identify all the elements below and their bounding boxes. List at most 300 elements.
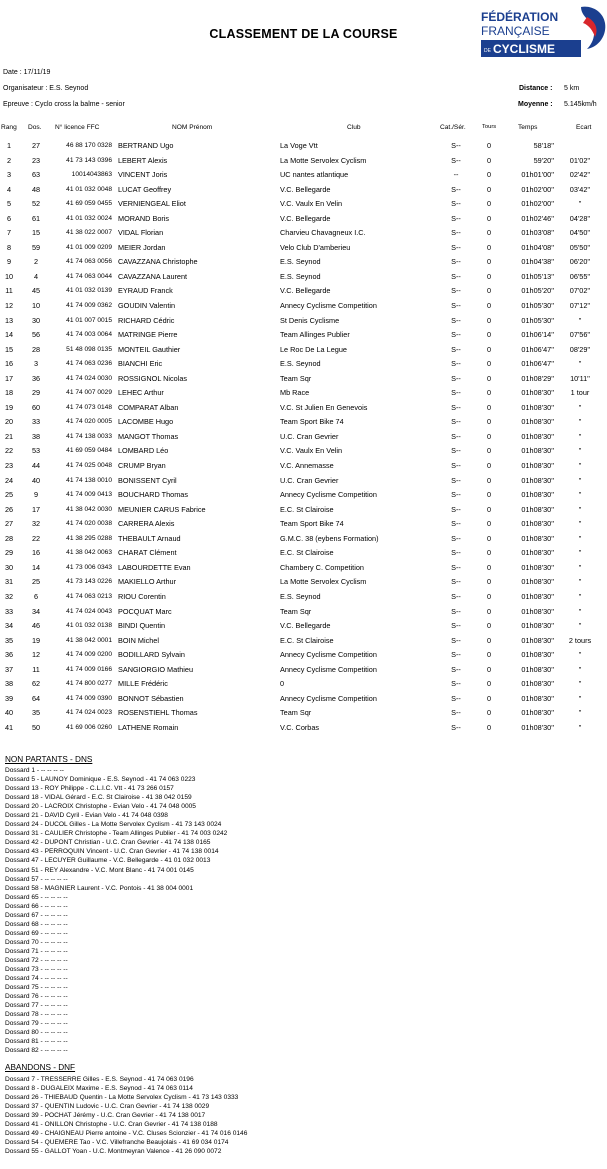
cell-rider-name: LUCAT Geoffrey <box>118 184 172 194</box>
cell-bib: 2 <box>33 257 39 267</box>
cell-time: 01h04'08'' <box>521 242 554 252</box>
cell-club: La Motte Servolex Cyclism <box>280 577 367 587</box>
cell-category: S-- <box>451 359 461 369</box>
cell-category: S-- <box>451 635 461 645</box>
cell-rider-name: MANGOT Thomas <box>118 431 179 441</box>
results-table <box>0 141 607 737</box>
table-row <box>0 621 607 636</box>
cell-licence: 41 01 009 0209 <box>66 243 112 251</box>
table-row <box>0 374 607 389</box>
cell-bib: 44 <box>31 461 41 471</box>
cell-club: E.S. Seynod <box>280 271 321 281</box>
cell-licence: 41 74 024 0030 <box>66 374 112 382</box>
cell-rank: 18 <box>4 388 14 398</box>
list-item: Dossard 42 - DUPONT Christian - U.C. Cran Gevrier - 41 74 138 0165 <box>5 839 211 847</box>
cell-gap: '' <box>578 621 582 631</box>
cell-rank: 25 <box>4 490 14 500</box>
cell-rider-name: LOMBARD Léo <box>118 446 169 456</box>
cell-licence: 10014043863 <box>71 171 112 179</box>
cell-licence: 41 69 059 0484 <box>66 447 112 455</box>
cell-category: S-- <box>451 271 461 281</box>
table-row <box>0 403 607 418</box>
cell-rank: 23 <box>4 461 14 471</box>
cell-licence: 41 38 042 0001 <box>66 636 112 644</box>
cell-licence: 41 74 009 0390 <box>66 694 112 702</box>
cell-time: 01h03'08'' <box>521 228 554 238</box>
cell-rank: 13 <box>4 315 14 325</box>
cell-gap: '' <box>578 359 582 369</box>
cell-rider-name: VERNIENGEAL Eliot <box>118 199 186 209</box>
dnf-list <box>5 1075 247 1156</box>
cell-laps: 0 <box>486 577 492 587</box>
table-row <box>0 592 607 607</box>
col-licence: N° licence FFC <box>55 124 100 131</box>
cell-time: 01h08'30'' <box>521 708 554 718</box>
cell-laps: 0 <box>486 621 492 631</box>
cell-club: Annecy Cyclisme Competition <box>280 664 377 674</box>
cell-bib: 32 <box>31 519 41 529</box>
cell-time: 01h08'30'' <box>521 562 554 572</box>
table-row <box>0 432 607 447</box>
cell-category: S-- <box>451 228 461 238</box>
cell-rider-name: RIOU Corentin <box>118 591 166 601</box>
list-item: Dossard 68 - -- -- -- -- <box>5 920 68 928</box>
cell-club: La Voge Vtt <box>280 141 318 150</box>
race-event: Epreuve : Cyclo cross la balme - senior <box>3 101 125 108</box>
cell-category: S-- <box>451 373 461 383</box>
col-bib: Dos. <box>28 124 42 131</box>
cell-club: La Motte Servolex Cyclism <box>280 155 367 165</box>
cell-rider-name: ROSSIGNOL Nicolas <box>118 373 188 383</box>
cell-rider-name: CRUMP Bryan <box>118 461 166 471</box>
list-item: Dossard 79 - -- -- -- -- <box>5 1020 68 1028</box>
cell-category: S-- <box>451 562 461 572</box>
cell-category: S-- <box>451 693 461 703</box>
cell-bib: 29 <box>31 388 41 398</box>
list-item: Dossard 75 - -- -- -- -- <box>5 984 68 992</box>
cell-licence: 41 01 032 0048 <box>66 185 112 193</box>
cell-club: U.C. Cran Gevrier <box>280 475 339 485</box>
cell-gap: '' <box>578 402 582 412</box>
cell-laps: 0 <box>486 693 492 703</box>
cell-gap: 04'50'' <box>569 228 591 238</box>
cell-category: S-- <box>451 548 461 558</box>
col-club: Club <box>347 124 361 131</box>
cell-licence: 41 38 042 0030 <box>66 505 112 513</box>
cell-gap: '' <box>578 461 582 471</box>
cell-bib: 23 <box>31 155 41 165</box>
cell-gap: '' <box>578 315 582 325</box>
cell-bib: 11 <box>32 664 40 674</box>
cell-bib: 25 <box>31 577 41 587</box>
cell-laps: 0 <box>486 170 492 180</box>
cell-club: Annecy Cyclisme Competition <box>280 301 377 311</box>
list-item: Dossard 1 - -- -- -- -- <box>5 767 64 774</box>
cell-laps: 0 <box>486 664 492 674</box>
table-row <box>0 607 607 622</box>
cell-category: S-- <box>451 650 461 660</box>
cell-time: 01h02'00'' <box>521 184 554 194</box>
cell-category: S-- <box>451 155 461 165</box>
cell-laps: 0 <box>486 533 492 543</box>
cell-gap: 01'02'' <box>569 155 591 165</box>
cell-licence: 41 74 025 0048 <box>66 462 112 470</box>
cell-category: S-- <box>451 664 461 674</box>
cell-laps: 0 <box>486 373 492 383</box>
cell-gap: '' <box>578 490 582 500</box>
cell-club: E.C. St Clairoise <box>280 635 334 645</box>
cell-club: Team Sqr <box>280 708 312 718</box>
cell-rider-name: VIDAL Florian <box>118 228 164 238</box>
cell-licence: 41 74 800 0277 <box>66 680 112 688</box>
cell-bib: 62 <box>31 679 41 689</box>
list-item: Dossard 47 - LECUYER Guillaume - V.C. Bellegarde - 41 01 032 0013 <box>5 857 211 865</box>
list-item: Dossard 74 - -- -- -- -- <box>5 975 68 983</box>
table-row <box>0 723 607 738</box>
cell-rank: 36 <box>4 650 14 660</box>
table-row <box>0 228 607 243</box>
list-item: Dossard 26 - THIEBAUD Quentin - La Motte Servolex Cyclism - 41 73 143 0333 <box>5 1094 239 1102</box>
cell-time: 01h08'30'' <box>521 635 554 645</box>
cell-category: S-- <box>451 621 461 631</box>
cell-laps: 0 <box>486 650 492 660</box>
cell-laps: 0 <box>486 591 492 601</box>
cell-gap: 04'28'' <box>569 213 591 223</box>
cell-licence: 51 48 098 0135 <box>66 345 112 353</box>
list-item: Dossard 43 - PERROQUIN Vincent - U.C. Cran Gevrier - 41 74 138 0014 <box>5 848 219 856</box>
table-row <box>0 665 607 680</box>
cell-gap: '' <box>578 708 582 718</box>
cell-rider-name: MORAND Boris <box>118 213 170 223</box>
cell-club: Le Roc De La Legue <box>280 344 347 354</box>
cell-time: 01h05'30'' <box>521 315 554 325</box>
list-item: Dossard 71 - -- -- -- -- <box>5 947 68 955</box>
list-item: Dossard 8 - DUGALEIX Maxime - E.S. Seynod - 41 74 063 0114 <box>5 1085 193 1093</box>
cell-licence: 41 74 009 0362 <box>66 302 112 310</box>
cell-time: 01h08'29'' <box>521 373 554 383</box>
cell-bib: 22 <box>31 533 41 543</box>
cell-laps: 0 <box>486 402 492 412</box>
cell-category: S-- <box>451 708 461 718</box>
cell-bib: 56 <box>31 330 41 340</box>
cell-rank: 29 <box>4 548 14 558</box>
cell-gap: '' <box>578 504 582 514</box>
cell-gap: '' <box>578 693 582 703</box>
cell-licence: 41 38 022 0007 <box>66 229 112 237</box>
table-row <box>0 330 607 345</box>
cell-rank: 6 <box>6 213 12 223</box>
cell-bib: 19 <box>31 635 41 645</box>
cell-category: S-- <box>451 577 461 587</box>
cell-rider-name: GOUDIN Valentin <box>118 301 176 311</box>
cell-time: 01h08'30'' <box>521 664 554 674</box>
cell-rider-name: RICHARD Cédric <box>118 315 175 325</box>
cell-category: S-- <box>451 402 461 412</box>
cell-time: 01h08'30'' <box>521 548 554 558</box>
cell-time: 01h08'30'' <box>521 693 554 703</box>
cell-club: V.C. Corbas <box>280 722 320 732</box>
table-row <box>0 170 607 185</box>
cell-club: Team Sqr <box>280 373 312 383</box>
list-item: Dossard 41 - ONILLON Christophe - U.C. Cran Gevrier - 41 74 138 0188 <box>5 1121 218 1129</box>
cell-gap: 10'11'' <box>570 373 590 383</box>
cell-laps: 0 <box>486 708 492 718</box>
cell-gap: 02'42'' <box>569 170 591 180</box>
table-row <box>0 301 607 316</box>
cell-rank: 24 <box>4 475 14 485</box>
cell-laps: 0 <box>486 242 492 252</box>
cell-laps: 0 <box>486 359 492 369</box>
cell-rank: 2 <box>6 155 12 165</box>
cell-gap: '' <box>578 548 582 558</box>
cell-bib: 48 <box>31 184 41 194</box>
logo-de: DE <box>484 48 491 54</box>
list-item: Dossard 55 - GALLOT Yoan - U.C. Montmeyran Valence - 41 26 090 0072 <box>5 1148 222 1156</box>
cell-gap: '' <box>578 475 582 485</box>
cell-rank: 9 <box>6 257 12 267</box>
cell-licence: 41 74 003 0064 <box>66 331 112 339</box>
logo-line1: FÉDÉRATION <box>481 10 559 24</box>
cell-club: V.C. Bellegarde <box>280 621 331 631</box>
average-label: Moyenne : <box>518 101 553 108</box>
table-row <box>0 519 607 534</box>
cell-rank: 32 <box>4 591 14 601</box>
cell-laps: 0 <box>486 141 492 150</box>
cell-time: 01h08'30'' <box>521 431 554 441</box>
cell-rank: 26 <box>4 504 14 514</box>
table-row <box>0 461 607 476</box>
cell-rider-name: BOUCHARD Thomas <box>118 490 189 500</box>
cell-laps: 0 <box>486 257 492 267</box>
cell-gap: '' <box>578 679 582 689</box>
cell-gap: '' <box>578 562 582 572</box>
cell-rider-name: LEBERT Alexis <box>118 155 168 165</box>
cell-laps: 0 <box>486 286 492 296</box>
dns-title: NON PARTANTS - DNS <box>5 755 93 764</box>
cell-licence: 41 38 042 0063 <box>66 549 112 557</box>
cell-time: 01h05'30'' <box>521 301 554 311</box>
cell-rider-name: MONTEIL Gauthier <box>118 344 181 354</box>
cell-time: 01h08'30'' <box>521 461 554 471</box>
table-row <box>0 141 607 156</box>
cell-gap: 07'12'' <box>569 301 591 311</box>
cell-rank: 16 <box>4 359 14 369</box>
cell-bib: 17 <box>31 504 41 514</box>
cell-laps: 0 <box>486 635 492 645</box>
cell-rank: 41 <box>4 722 14 732</box>
cell-gap: 03'42'' <box>569 184 591 194</box>
cell-bib: 36 <box>31 373 41 383</box>
cell-club: Annecy Cyclisme Competition <box>280 650 377 660</box>
list-item: Dossard 76 - -- -- -- -- <box>5 993 68 1001</box>
cell-gap: '' <box>578 606 582 616</box>
cell-laps: 0 <box>486 388 492 398</box>
cell-time: 01h08'30'' <box>521 577 554 587</box>
cell-laps: 0 <box>486 301 492 311</box>
cell-time: 01h08'30'' <box>521 490 554 500</box>
cell-club: Chambery C. Competition <box>280 562 364 572</box>
cell-rank: 34 <box>4 621 14 631</box>
cell-rank: 28 <box>4 533 14 543</box>
cell-time: 01h08'30'' <box>521 504 554 514</box>
cell-category: S-- <box>451 257 461 267</box>
list-item: Dossard 5 - LAUNOY Dominique - E.S. Seynod - 41 74 063 0223 <box>5 776 196 784</box>
cell-category: S-- <box>451 461 461 471</box>
cell-rank: 37 <box>4 664 14 674</box>
list-item: Dossard 31 - CAULIER Christophe - Team Allinges Publier - 41 74 003 0242 <box>5 830 228 838</box>
cell-category: S-- <box>451 591 461 601</box>
cell-laps: 0 <box>486 548 492 558</box>
cell-club: U.C. Cran Gevrier <box>280 431 339 441</box>
cell-laps: 0 <box>486 475 492 485</box>
cell-licence: 41 01 032 0139 <box>66 287 112 295</box>
table-row <box>0 359 607 374</box>
cell-licence: 41 74 063 0056 <box>66 258 112 266</box>
cell-rider-name: CARRERA Alexis <box>118 519 175 529</box>
cell-club: UC nantes atlantique <box>280 170 349 180</box>
cell-gap: '' <box>578 577 582 587</box>
table-row <box>0 156 607 171</box>
cell-licence: 41 69 059 0455 <box>66 200 112 208</box>
cell-rider-name: MILLE Frédéric <box>118 679 168 689</box>
cell-rank: 7 <box>6 228 12 238</box>
cell-category: S-- <box>451 213 461 223</box>
cell-time: 01h08'30'' <box>521 417 554 427</box>
cell-time: 01h08'30'' <box>521 519 554 529</box>
cell-licence: 41 74 020 0038 <box>66 520 112 528</box>
table-row <box>0 243 607 258</box>
cell-rider-name: BIANCHI Eric <box>118 359 163 369</box>
table-row <box>0 272 607 287</box>
cell-rider-name: MATRINGE Pierre <box>118 330 178 340</box>
cell-category: S-- <box>451 388 461 398</box>
cell-bib: 14 <box>31 562 41 572</box>
cell-time: 01h06'47'' <box>521 359 554 369</box>
cell-licence: 41 74 009 0413 <box>66 491 112 499</box>
list-item: Dossard 51 - REY Alexandre - V.C. Mont Blanc - 41 74 001 0145 <box>5 866 194 874</box>
cell-time: 59'20'' <box>533 155 554 165</box>
cell-gap: '' <box>578 199 582 209</box>
cell-club: V.C. St Julien En Genevois <box>280 402 368 412</box>
cell-rank: 11 <box>5 286 13 296</box>
cell-club: V.C. Bellegarde <box>280 286 331 296</box>
list-item: Dossard 73 - -- -- -- -- <box>5 966 68 974</box>
col-laps: Tours <box>482 124 497 130</box>
cell-laps: 0 <box>486 722 492 732</box>
cell-laps: 0 <box>486 155 492 165</box>
cell-rider-name: LEHEC Arthur <box>118 388 164 398</box>
table-row <box>0 534 607 549</box>
table-row <box>0 286 607 301</box>
table-row <box>0 577 607 592</box>
cell-rank: 15 <box>4 344 14 354</box>
cell-gap: '' <box>578 650 582 660</box>
cell-rider-name: BODILLARD Sylvain <box>118 650 185 660</box>
cell-licence: 41 74 138 0033 <box>66 432 112 440</box>
cell-time: 01h08'30'' <box>521 621 554 631</box>
cell-time: 58'18'' <box>533 141 554 150</box>
logo-line2: FRANÇAISE <box>481 24 550 38</box>
cell-gap: '' <box>578 533 582 543</box>
cell-club: G.M.C. 38 (eybens Formation) <box>280 533 379 543</box>
cell-club: V.C. Annemasse <box>280 461 334 471</box>
cell-time: 01h05'20'' <box>521 286 554 296</box>
cell-club: Annecy Cyclisme Competition <box>280 490 377 500</box>
cell-laps: 0 <box>486 330 492 340</box>
cell-laps: 0 <box>486 679 492 689</box>
table-row <box>0 563 607 578</box>
table-row <box>0 345 607 360</box>
distance-value: 5 km <box>564 85 580 92</box>
cell-category: S-- <box>451 199 461 209</box>
cell-time: 01h08'30'' <box>521 650 554 660</box>
cell-category: -- <box>453 170 459 180</box>
cell-licence: 41 38 295 0288 <box>66 534 112 542</box>
cell-laps: 0 <box>486 519 492 529</box>
dnf-title: ABANDONS - DNF <box>5 1063 76 1072</box>
cell-laps: 0 <box>486 461 492 471</box>
cell-club: Annecy Cyclisme Competition <box>280 693 377 703</box>
cell-club: Team Sport Bike 74 <box>280 417 344 427</box>
cell-licence: 41 73 143 0226 <box>66 578 112 586</box>
cell-rider-name: LABOURDETTE Evan <box>118 562 191 572</box>
cell-category: S-- <box>451 519 461 529</box>
cell-club: E.S. Seynod <box>280 257 321 267</box>
cell-gap: 07'56'' <box>569 330 591 340</box>
cell-category: S-- <box>451 184 461 194</box>
cell-gap: 07'02'' <box>569 286 591 296</box>
cell-time: 01h08'30'' <box>521 679 554 689</box>
cell-rank: 31 <box>4 577 14 587</box>
table-row <box>0 505 607 520</box>
cell-category: S-- <box>451 446 461 456</box>
cell-gap: '' <box>578 446 582 456</box>
cell-rank: 3 <box>6 170 12 180</box>
col-time: Temps <box>518 124 538 131</box>
table-row <box>0 636 607 651</box>
cell-licence: 46 88 170 0328 <box>66 142 112 149</box>
cell-rider-name: CHARAT Clément <box>118 548 177 558</box>
cell-category: S-- <box>451 679 461 689</box>
cell-category: S-- <box>451 315 461 325</box>
cell-time: 01h08'30'' <box>521 722 554 732</box>
cell-category: S-- <box>451 431 461 441</box>
cell-licence: 41 73 006 0343 <box>66 563 112 571</box>
cell-rider-name: CAVAZZANA Christophe <box>118 257 198 267</box>
cell-rider-name: ROSENSTIEHL Thomas <box>118 708 198 718</box>
cell-bib: 63 <box>31 170 41 180</box>
cell-time: 01h06'47'' <box>521 344 554 354</box>
cell-laps: 0 <box>486 431 492 441</box>
cell-rank: 22 <box>4 446 14 456</box>
cell-rider-name: BONISSENT Cyril <box>118 475 177 485</box>
cell-club: E.S. Seynod <box>280 359 321 369</box>
cell-bib: 59 <box>31 242 41 252</box>
race-date: Date : 17/11/19 <box>3 69 51 76</box>
dns-list <box>5 766 227 1056</box>
list-item: Dossard 81 - -- -- -- -- <box>5 1038 68 1046</box>
cell-licence: 41 74 063 0236 <box>66 360 112 368</box>
logo-line3: CYCLISME <box>493 42 556 56</box>
cell-bib: 52 <box>31 199 41 209</box>
cell-licence: 41 74 009 0166 <box>66 665 112 673</box>
cell-gap: 1 tour <box>570 388 590 398</box>
cell-bib: 16 <box>31 548 41 558</box>
cell-licence: 41 73 143 0396 <box>66 156 112 164</box>
cell-rank: 10 <box>4 271 14 281</box>
cell-rider-name: COMPARAT Alban <box>118 402 179 412</box>
cell-bib: 12 <box>31 650 41 660</box>
